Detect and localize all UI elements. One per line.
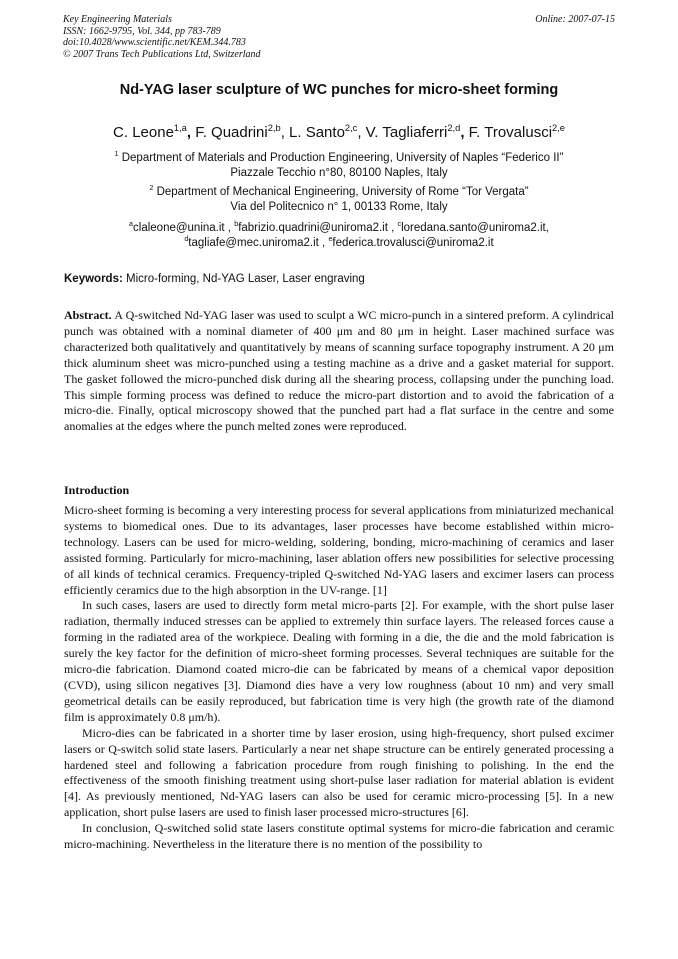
affiliation-2 (40, 185, 638, 215)
email-link[interactable]: tagliafe@mec.uniroma2.it , (188, 237, 326, 249)
author-name: F. Trovalusci (468, 124, 553, 141)
email-link[interactable]: claleone@unina.it , (133, 222, 232, 234)
affiliation-mark: 1 (114, 150, 119, 159)
author-affiliation-mark: 2,e (552, 123, 565, 133)
abstract (64, 308, 614, 435)
affiliation-address: Piazzale Tecchio n°80, 80100 Naples, Italy (230, 167, 448, 179)
affiliation-mark: 2 (149, 184, 154, 193)
affiliation-department: Department of Materials and Production Engineering, University of Naples “Federico II” (121, 152, 564, 164)
affiliation-address: Via del Politecnico n° 1, 00133 Rome, Italy (230, 201, 448, 213)
affiliation-1 (40, 151, 638, 181)
online-date: Online: 2007-07-15 (535, 14, 615, 25)
paper-title: Nd-YAG laser sculpture of WC punches for micro-sheet forming (119, 82, 559, 98)
author-list: C. Leone$^{1,a}$, F. Quadrini$^{2,b}$, L. Santo$^{2,c}$, V. Tagliaferri$^{2,d}$, F. Trovalusci$^{2,e}$ (113, 123, 565, 141)
introduction-body (64, 503, 614, 853)
keywords (64, 273, 614, 285)
author-affiliation-mark: 2,d (447, 123, 461, 133)
author-emails: $^a$claleone@unina.it , $^b$fabrizio.quadrini@uniroma2.it , $^c$loredana.santo@uniroma2.it, $^d$tagliafe@mec.uniroma2.it , $^e$federica.trovalusci@uniroma2.it (129, 220, 549, 249)
paragraph: Micro-dies can be fabricated in a shorter time by laser erosion, using high-frequency, short pulsed excimer lasers or Q-switch solid state lasers. Particularly a near net shape structure can be entirely generated processing a hardened steel and following a fabrication procedure from rough finishing to polishing. In the end the effectiveness of the smooth finishing treatment using short-pulse laser radiation for material ablation is evident [4]. As previously mentioned, Nd-YAG lasers can also be used for ceramic micro-processing [5]. In a new application, short pulse lasers are used to finish laser processed micro-structures [6]. (64, 725, 614, 820)
author-name: L. Santo (289, 124, 345, 141)
author-name: F. Quadrini (195, 124, 268, 141)
email-link[interactable]: fabrizio.quadrini@uniroma2.it , (238, 222, 395, 234)
author-affiliation-mark: 1,a (173, 123, 187, 133)
keywords-label: Keywords: (64, 273, 123, 285)
journal-doi: doi:10.4028/www.scientific.net/KEM.344.783 (63, 37, 246, 48)
section-heading-introduction: Introduction (64, 483, 130, 497)
journal-copyright: © 2007 Trans Tech Publications Ltd, Switzerland (63, 48, 261, 60)
paragraph: In such cases, lasers are used to directly form metal micro-parts [2]. For example, with the short pulse laser radiation, thermally induced stresses can be applied to extremely thin surface layers. The released forces cause a forming in the radiated area of the workpiece. Dealing with forming in a die, the die and the mold fabrication is surely the key factor for the definition of micro-sheet forming processes. Several techniques are suitable for the micro-die fabrication. Diamond coated micro-die can be fabricated by means of a chemical vapor deposition (CVD), using silicon negatives [3]. Diamond dies have a very low roughness (about 10 nm) and very small geometrical details can be easily reproduced, but fabrication time is very high (the growth rate of the diamond film is approximately 0.8 μm/h). (64, 598, 614, 724)
author-affiliation-mark: 2,b (267, 123, 281, 133)
paragraph: In conclusion, Q-switched solid state lasers constitute optimal systems for micro-die fabrication and ceramic micro-machining. Nevertheless in the literature there is no mention of the possibility to (64, 821, 614, 852)
abstract-label: Abstract. (64, 308, 112, 322)
author-name: C. Leone (113, 124, 174, 141)
email-link[interactable]: loredana.santo@uniroma2.it, (401, 222, 549, 234)
journal-name: Key Engineering Materials (63, 14, 172, 25)
journal-info (63, 14, 261, 60)
paragraph: Micro-sheet forming is becoming a very interesting process for several applications from miniaturized mechanical systems to biomedical ones. Due to its advantages, laser processes have become established within micro-technology. Lasers can be used for micro-welding, soldering, bonding, micro-machining of ceramics and laser assisted forming. Particularly for micro-machining, laser ablation offers new possibilities for selective processing of all kinds of technical ceramics. Frequency-tripled Q-switched Nd-YAG lasers and excimer lasers can process efficiently ceramics due to the high absorption in the UV-range. [1] (64, 503, 614, 597)
author-name: V. Tagliaferri (365, 124, 448, 141)
journal-issn: ISSN: 1662-9795, Vol. 344, pp 783-789 (63, 25, 221, 37)
author-affiliation-mark: 2,c (344, 123, 358, 133)
email-link[interactable]: federica.trovalusci@uniroma2.it (332, 237, 494, 249)
keywords-text: Micro-forming, Nd-YAG Laser, Laser engraving (126, 273, 365, 285)
affiliation-department: Department of Mechanical Engineering, University of Rome “Tor Vergata” (156, 186, 529, 198)
abstract-text: A Q-switched Nd-YAG laser was used to sculpt a WC micro-punch in a sintered preform. A cylindrical punch was obtained with a nominal diameter of 400 μm and 80 μm in height. Laser machined surface was characterized both qualitatively and quantitatively by means of scanning surface topography instrument. A 20 μm thick aluminum sheet was micro-punched using a testing machine as a drive and a gasket material for support. The gasket followed the micro-punched disk during all the shearing process, collapsing under the punching load. This simple forming process was defined to reduce the micro-part distortion and to avoid the fabrication of a micro-die. Finally, optical microscopy showed that the punched part had a flat surface in the centre and some anomalies at the edges where the punch melted zones were reproduced. (64, 308, 614, 434)
